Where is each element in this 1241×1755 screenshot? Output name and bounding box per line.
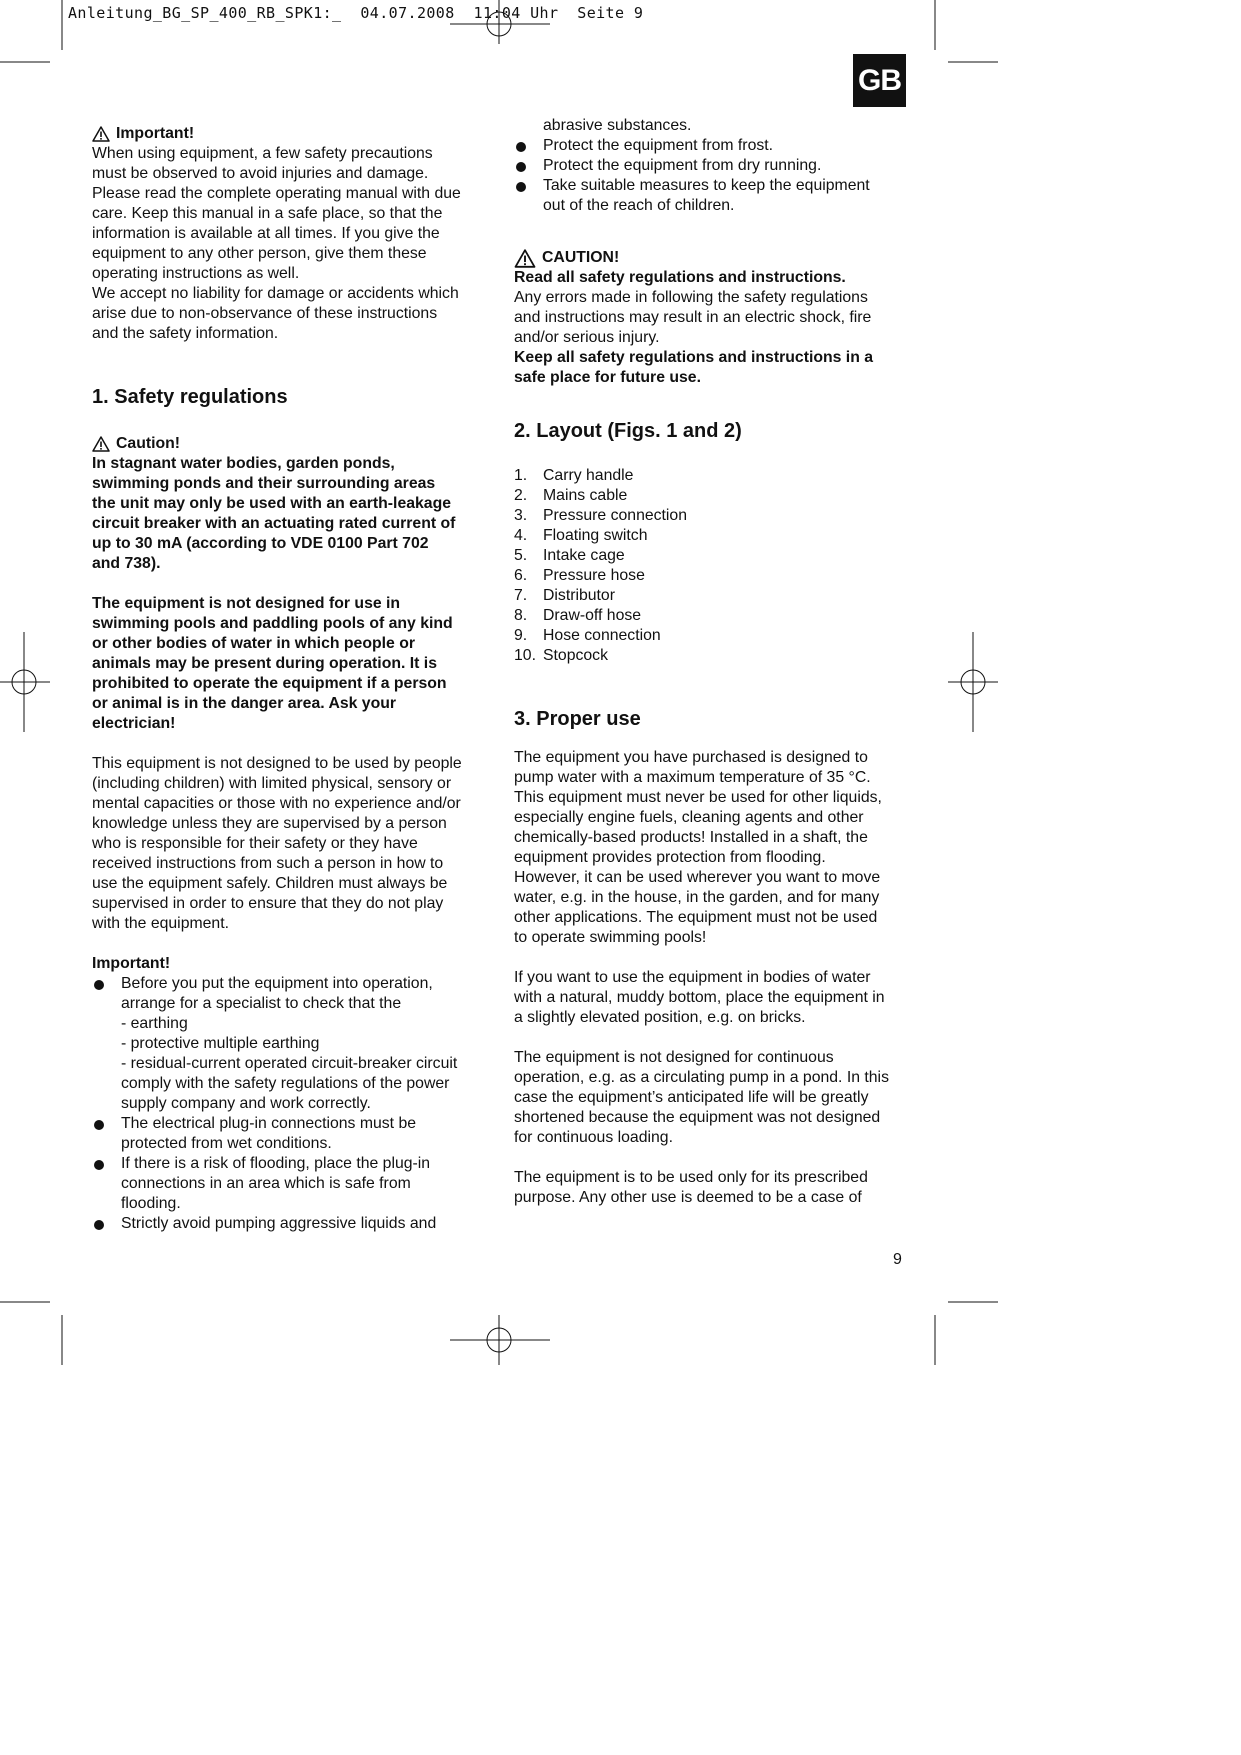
list-item <box>514 176 914 216</box>
right-column <box>514 116 914 1208</box>
text-line: swimming pools and paddling pools of any kind <box>92 615 453 632</box>
caution-heading-text: CAUTION! <box>542 249 620 266</box>
list-item <box>514 156 914 176</box>
list-item <box>514 586 914 606</box>
text-line: Protect the equipment from frost. <box>543 137 774 154</box>
text-line: or animal is in the danger area. Ask your <box>92 695 397 712</box>
text-line: This equipment is not designed to be used by people <box>92 755 462 772</box>
text-line: especially engine fuels, cleaning agents and other <box>514 809 864 826</box>
bullet-icon <box>516 162 526 172</box>
list-item <box>514 486 914 506</box>
important-subheading: Important! <box>92 955 171 972</box>
text-line: with a natural, muddy bottom, place the equipment in <box>514 989 885 1006</box>
text-line: Protect the equipment from dry running. <box>543 157 822 174</box>
text-line: and/or serious injury. <box>514 329 660 346</box>
bullet-icon <box>94 1120 104 1130</box>
text-line: knowledge unless they are supervised by a person <box>92 815 447 832</box>
text-line: for continuous loading. <box>514 1129 673 1146</box>
earth-leakage-warning <box>92 454 492 574</box>
proper-use-paragraph-4 <box>514 1168 914 1208</box>
supervision-paragraph <box>92 754 492 934</box>
text-line: The equipment is to be used only for its prescribed <box>514 1169 868 1186</box>
caution-heading-text: Caution! <box>116 435 181 452</box>
text-line: We accept no liability for damage or accidents which <box>92 285 459 302</box>
text-line: - residual-current operated circuit-breaker circuit <box>121 1055 458 1072</box>
caution-heading <box>514 248 914 268</box>
item-number: 8. <box>514 607 528 624</box>
text-line: use the equipment safely. Children must always be <box>92 875 448 892</box>
text-line: flooding. <box>121 1195 181 1212</box>
text-line: mental capacities or those with no experience and/or <box>92 795 461 812</box>
list-item <box>514 546 914 566</box>
page-number: 9 <box>893 1251 902 1268</box>
item-number: 4. <box>514 527 528 544</box>
text-line: swimming ponds and their surrounding areas <box>92 475 436 492</box>
text-line: shortened because the equipment was not designed <box>514 1109 881 1126</box>
text-line: When using equipment, a few safety precautions <box>92 145 433 162</box>
list-item <box>514 136 914 156</box>
text-line: and 738). <box>92 555 161 572</box>
text-line: pump water with a maximum temperature of 35 °C. <box>514 769 871 786</box>
section-1-title: 1. Safety regulations <box>92 386 288 408</box>
list-item <box>514 506 914 526</box>
item-number: 10. <box>514 647 536 664</box>
proper-use-paragraph-3 <box>514 1048 914 1148</box>
bullet-icon <box>516 182 526 192</box>
text-line: or other bodies of water in which people or <box>92 635 415 652</box>
text-line: arise due to non-observance of these instructions <box>92 305 438 322</box>
list-item <box>92 1154 492 1214</box>
text-line: abrasive substances. <box>543 117 692 134</box>
text-line: up to 30 mA (according to VDE 0100 Part 702 <box>92 535 429 552</box>
item-label: Pressure hose <box>543 567 645 584</box>
caution-text <box>514 288 914 348</box>
text-line: The equipment is not designed for continuous <box>514 1049 834 1066</box>
swimming-pool-warning <box>92 594 492 734</box>
text-line: chemically-based products! Installed in a shaft, the <box>514 829 868 846</box>
list-item <box>514 626 914 646</box>
text-line: However, it can be used wherever you want to move <box>514 869 881 886</box>
item-label: Pressure connection <box>543 507 688 524</box>
item-label: Draw-off hose <box>543 607 642 624</box>
list-item <box>92 1214 492 1234</box>
item-number: 5. <box>514 547 528 564</box>
text-line: information is available at all times. If you give the <box>92 225 440 242</box>
important-bullet-list <box>92 974 492 1234</box>
bullet-icon <box>94 1220 104 1230</box>
list-item <box>92 974 492 1114</box>
text-line: purpose. Any other use is deemed to be a case of <box>514 1189 862 1206</box>
text-line: water, e.g. in the house, in the garden, and for many <box>514 889 880 906</box>
bullet-icon <box>94 980 104 990</box>
text-line: electrician! <box>92 715 176 732</box>
item-label: Intake cage <box>543 547 625 564</box>
text-line: circuit breaker with an actuating rated current of <box>92 515 456 532</box>
text-line: received instructions from such a person in how to <box>92 855 444 872</box>
intro-text <box>92 144 492 344</box>
list-item <box>514 526 914 546</box>
list-item <box>514 606 914 626</box>
warning-triangle-icon <box>514 249 536 268</box>
text-line: prohibited to operate the equipment if a person <box>92 675 447 692</box>
bullet-icon <box>516 142 526 152</box>
text-line: out of the reach of children. <box>543 197 735 214</box>
text-line: safe place for future use. <box>514 369 701 386</box>
text-line: Please read the complete operating manual with due <box>92 185 461 202</box>
proper-use-paragraph-1 <box>514 748 914 948</box>
section-2-title: 2. Layout (Figs. 1 and 2) <box>514 420 742 442</box>
text-line: Strictly avoid pumping aggressive liquids and <box>121 1215 437 1232</box>
text-line: If you want to use the equipment in bodies of water <box>514 969 871 986</box>
text-line: supervised in order to ensure that they do not play <box>92 895 444 912</box>
text-line: animals may be present during operation. It is <box>92 655 437 672</box>
list-item <box>514 466 914 486</box>
item-number: 1. <box>514 467 528 484</box>
left-column <box>92 124 492 1234</box>
text-line: The equipment is not designed for use in <box>92 595 401 612</box>
text-line: and instructions may result in an electric shock, fire <box>514 309 872 326</box>
item-number: 6. <box>514 567 528 584</box>
text-line: protected from wet conditions. <box>121 1135 332 1152</box>
text-line: and the safety information. <box>92 325 279 342</box>
section-3-title: 3. Proper use <box>514 708 641 730</box>
language-badge: GB <box>853 54 906 107</box>
text-line: with the equipment. <box>92 915 229 932</box>
text-line: This equipment must never be used for other liquids, <box>514 789 882 806</box>
bullet-icon <box>94 1160 104 1170</box>
text-line: operating instructions as well. <box>92 265 300 282</box>
text-line: must be observed to avoid injuries and damage. <box>92 165 429 182</box>
text-line: care. Keep this manual in a safe place, so that the <box>92 205 443 222</box>
text-line: who is responsible for their safety or they have <box>92 835 418 852</box>
text-line: operation, e.g. as a circulating pump in a pond. In this <box>514 1069 889 1086</box>
caution-heading <box>92 434 492 454</box>
text-line: Keep all safety regulations and instructions in a <box>514 349 874 366</box>
text-line: - earthing <box>121 1015 188 1032</box>
warning-triangle-icon <box>92 126 110 142</box>
print-slug: Anleitung_BG_SP_400_RB_SPK1:_ 04.07.2008 11:04 Uhr Seite 9 <box>68 4 644 22</box>
text-line: The equipment you have purchased is designed to <box>514 749 868 766</box>
text-line: If there is a risk of flooding, place the plug-in <box>121 1155 431 1172</box>
text-line: Any errors made in following the safety regulations <box>514 289 868 306</box>
text-line: case the equipment’s anticipated life will be greatly <box>514 1089 869 1106</box>
continued-bullet-list <box>514 116 914 216</box>
item-label: Carry handle <box>543 467 634 484</box>
text-line: In stagnant water bodies, garden ponds, <box>92 455 395 472</box>
text-line: (including children) with limited physical, sensory or <box>92 775 452 792</box>
text-line: Before you put the equipment into operation, <box>121 975 433 992</box>
proper-use-paragraph-2 <box>514 968 914 1028</box>
item-number: 7. <box>514 587 528 604</box>
text-line: Read all safety regulations and instructions. <box>514 269 846 286</box>
item-label: Distributor <box>543 587 615 604</box>
text-line: The electrical plug-in connections must be <box>121 1115 417 1132</box>
text-line: supply company and work correctly. <box>121 1095 371 1112</box>
text-line: Take suitable measures to keep the equipment <box>543 177 870 194</box>
text-line: to operate swimming pools! <box>514 929 707 946</box>
text-line: arrange for a specialist to check that the <box>121 995 402 1012</box>
text-line: connections in an area which is safe from <box>121 1175 411 1192</box>
important-heading <box>92 124 492 144</box>
text-line: - protective multiple earthing <box>121 1035 320 1052</box>
text-line: equipment to any other person, give them these <box>92 245 427 262</box>
text-line: other applications. The equipment must not be used <box>514 909 878 926</box>
warning-triangle-icon <box>92 436 110 452</box>
item-label: Floating switch <box>543 527 648 544</box>
text-line: equipment provides protection from flooding. <box>514 849 826 866</box>
important-heading-text: Important! <box>116 125 195 142</box>
item-number: 2. <box>514 487 528 504</box>
list-item <box>514 646 914 666</box>
list-item <box>92 1114 492 1154</box>
text-line: comply with the safety regulations of the power <box>121 1075 450 1092</box>
text-line: the unit may only be used with an earth-leakage <box>92 495 452 512</box>
parts-list <box>514 466 914 666</box>
item-number: 9. <box>514 627 528 644</box>
list-item <box>514 116 914 136</box>
list-item <box>514 566 914 586</box>
item-label: Hose connection <box>543 627 661 644</box>
item-label: Stopcock <box>543 647 608 664</box>
item-label: Mains cable <box>543 487 628 504</box>
keep-instructions-note <box>514 348 914 388</box>
item-number: 3. <box>514 507 528 524</box>
text-line: a slightly elevated position, e.g. on bricks. <box>514 1009 806 1026</box>
